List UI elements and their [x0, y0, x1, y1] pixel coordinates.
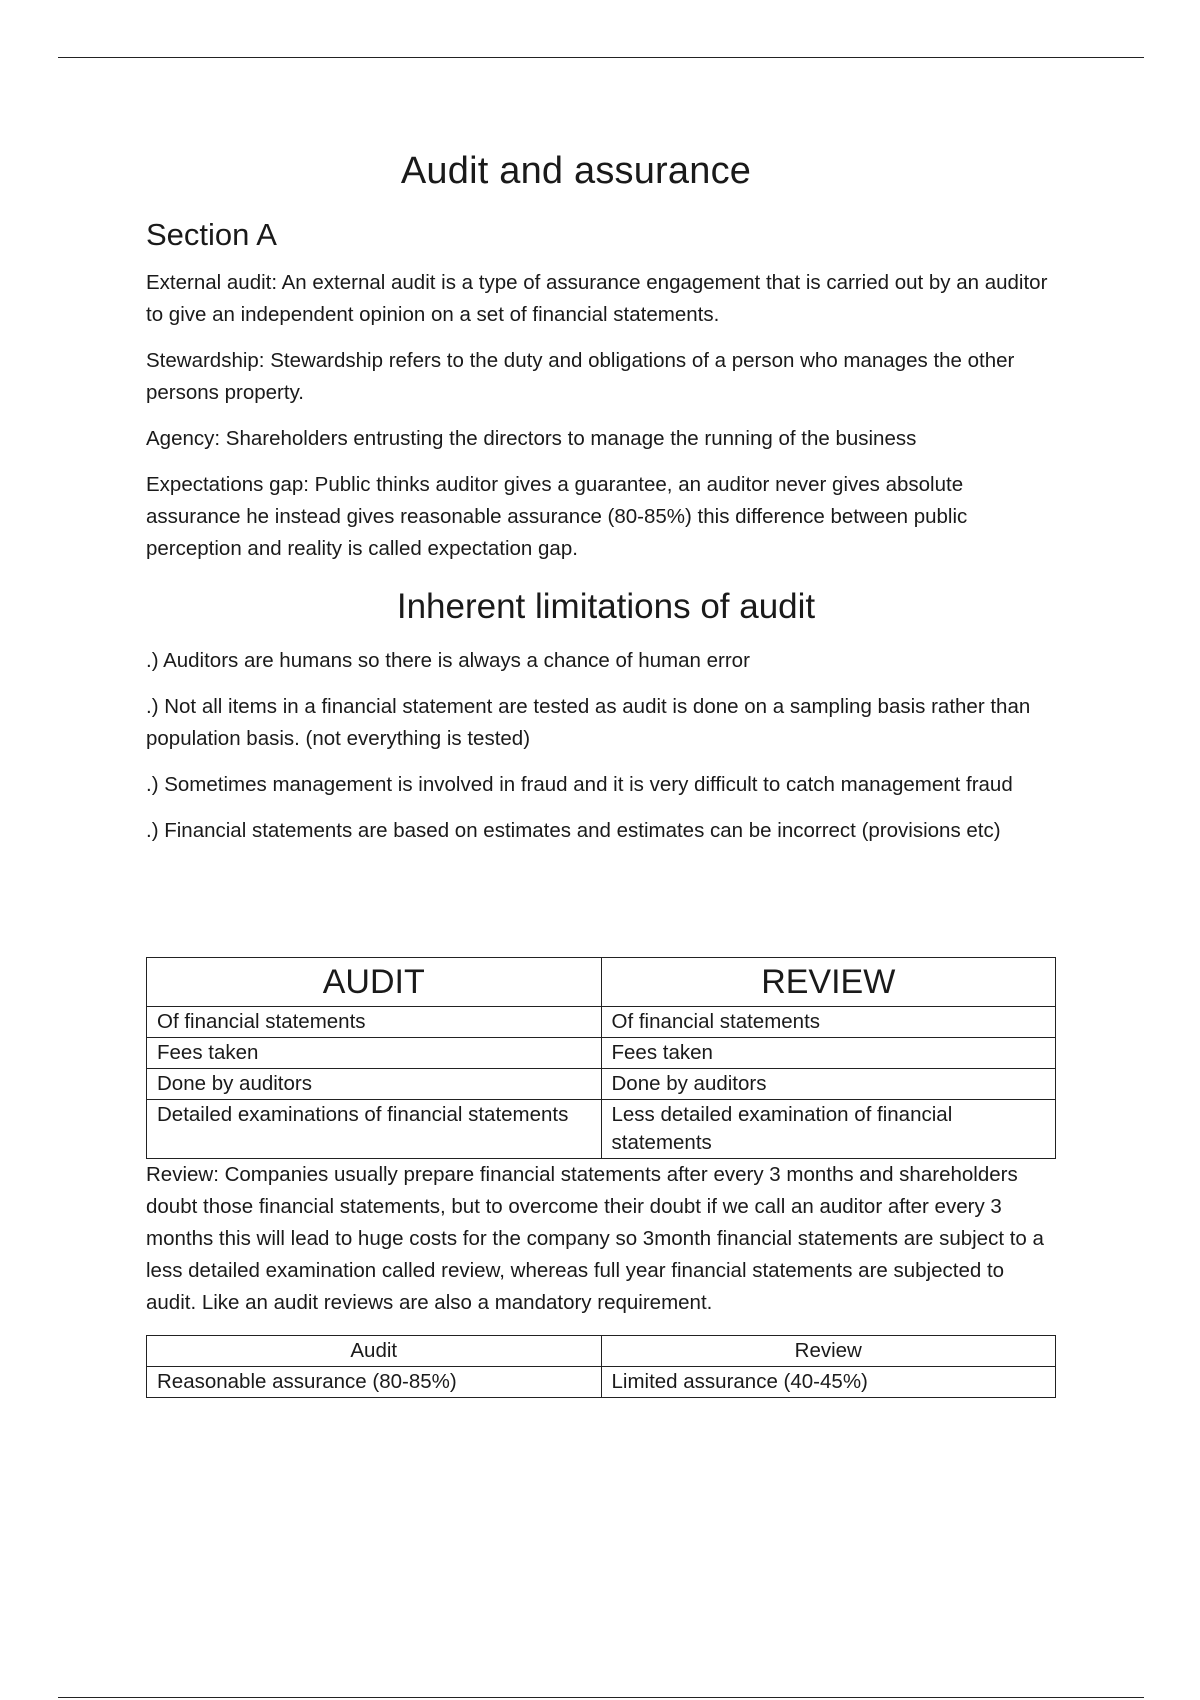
table-row [147, 1367, 1056, 1398]
section-heading: Section A [146, 217, 277, 252]
table-cell: Done by auditors [601, 1069, 1056, 1100]
review-paragraph: Review: Companies usually prepare financial statements after every 3 months and shareholders doubt those financial statements, but to overcome their doubt if we call an auditor after every 3 months this will lead to huge costs for the company so 3month financial statements are subject to a less detailed examination called review, whereas full year financial statements are subjected to audit. Like an audit reviews are also a mandatory requirement. [146, 1163, 1044, 1314]
footer-rule [58, 1697, 1144, 1698]
table-cell: Detailed examinations of financial statements [147, 1100, 602, 1159]
column-header-review: Review [601, 1336, 1056, 1367]
limitation-item: .) Not all items in a financial statement are tested as audit is done on a sampling basis rather than population basis. (not everything is tested) [146, 695, 1031, 750]
definition-external-audit: External audit: An external audit is a type of assurance engagement that is carried out by an auditor to give an independent opinion on a set of financial statements. [146, 271, 1048, 326]
document-body [146, 140, 1056, 1398]
column-header-review: REVIEW [601, 958, 1056, 1007]
definition-expectations-gap: Expectations gap: Public thinks auditor gives a guarantee, an auditor never gives absolute assurance he instead gives reasonable assurance (80-85%) this difference between public perception and reality is called expectation gap. [146, 473, 968, 560]
table-row [147, 1100, 1056, 1159]
audit-review-comparison-table [146, 957, 1056, 1159]
table-header-row [147, 958, 1056, 1007]
definition-stewardship: Stewardship: Stewardship refers to the duty and obligations of a person who manages the other persons property. [146, 349, 1015, 404]
definition-agency: Agency: Shareholders entrusting the directors to manage the running of the business [146, 427, 917, 450]
column-header-audit: AUDIT [147, 958, 602, 1007]
limitations-heading: Inherent limitations of audit [396, 587, 816, 626]
table-cell: Limited assurance (40-45%) [601, 1367, 1056, 1398]
table-cell: Of financial statements [147, 1007, 602, 1038]
column-header-audit: Audit [147, 1336, 602, 1367]
table-row [147, 1038, 1056, 1069]
spacer [146, 861, 1056, 957]
assurance-level-table [146, 1335, 1056, 1398]
table-row [147, 1007, 1056, 1038]
table-cell: Done by auditors [147, 1069, 602, 1100]
table-header-row [147, 1336, 1056, 1367]
limitation-item: .) Financial statements are based on estimates and estimates can be incorrect (provisions etc) [146, 819, 1001, 842]
header-rule [58, 57, 1144, 58]
table-cell: Fees taken [147, 1038, 602, 1069]
document-title: Audit and assurance [400, 150, 752, 192]
table-cell: Less detailed examination of financial statements [601, 1100, 1056, 1159]
table-cell: Reasonable assurance (80-85%) [147, 1367, 602, 1398]
table-row [147, 1069, 1056, 1100]
table-cell: Of financial statements [601, 1007, 1056, 1038]
limitation-item: .) Auditors are humans so there is always a chance of human error [146, 649, 750, 672]
table-cell: Fees taken [601, 1038, 1056, 1069]
limitation-item: .) Sometimes management is involved in fraud and it is very difficult to catch management fraud [146, 773, 1013, 796]
